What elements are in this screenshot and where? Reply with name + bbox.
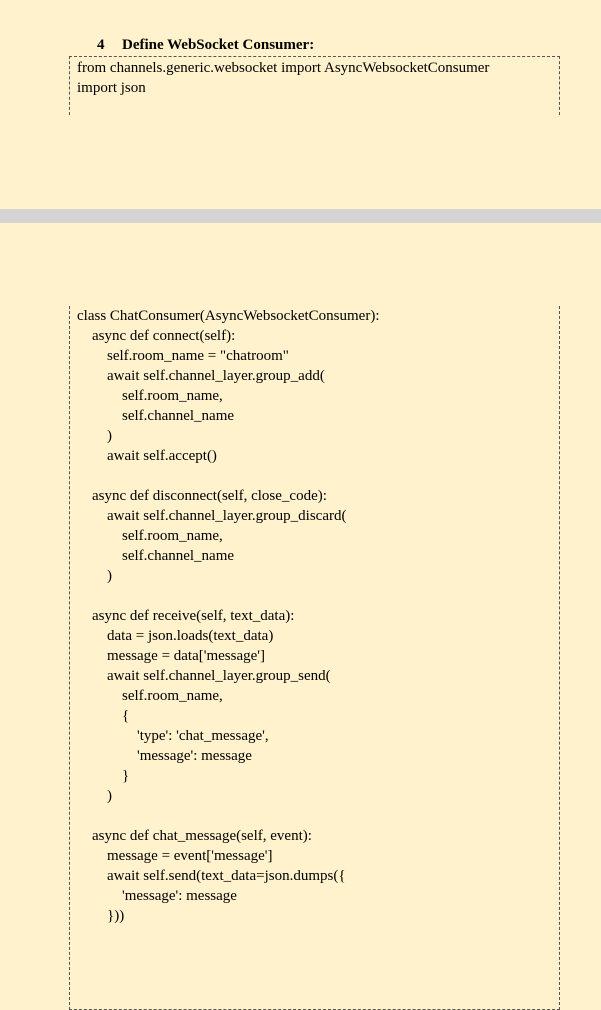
code-line: await self.send(text_data=json.dumps({ <box>77 868 346 884</box>
code-line: ) <box>77 568 112 584</box>
code-line <box>77 466 559 486</box>
page-1 <box>0 0 601 209</box>
code-line <box>77 806 559 826</box>
code-line: 'type': 'chat_message', <box>77 728 269 744</box>
code-line: })) <box>77 908 125 924</box>
code-line: async def receive(self, text_data): <box>77 608 295 624</box>
code-line: async def chat_message(self, event): <box>77 828 312 844</box>
code-line: self.room_name, <box>77 528 223 544</box>
code-line: ) <box>77 428 112 444</box>
code-line: self.room_name, <box>77 388 223 404</box>
code-line: message = data['message'] <box>77 648 265 664</box>
code-line: await self.channel_layer.group_add( <box>77 368 325 384</box>
code-line: import json <box>77 80 146 96</box>
code-line: from channels.generic.websocket import AsyncWebsocketConsumer <box>77 60 490 76</box>
code-block-imports <box>69 56 560 115</box>
code-lines <box>77 57 559 98</box>
page-separator <box>0 209 601 223</box>
code-line: message = event['message'] <box>77 848 273 864</box>
code-line: data = json.loads(text_data) <box>77 628 274 644</box>
code-line: self.room_name, <box>77 688 223 704</box>
code-line: await self.channel_layer.group_send( <box>77 668 331 684</box>
section-number: 4 <box>97 37 105 53</box>
section-heading <box>97 36 314 54</box>
code-line: await self.accept() <box>77 448 217 464</box>
code-line: self.channel_name <box>77 548 235 564</box>
code-line: async def connect(self): <box>77 328 236 344</box>
code-line: class ChatConsumer(AsyncWebsocketConsumer): <box>77 308 380 324</box>
code-lines <box>77 306 559 926</box>
code-line: 'message': message <box>77 748 252 764</box>
code-line: await self.channel_layer.group_discard( <box>77 508 347 524</box>
code-line: } <box>77 768 130 784</box>
code-block-consumer <box>69 306 560 1010</box>
code-line: async def disconnect(self, close_code): <box>77 488 327 504</box>
code-line: ) <box>77 788 112 804</box>
code-line <box>77 586 559 606</box>
code-line: { <box>77 708 130 724</box>
section-title: Define WebSocket Consumer: <box>122 37 315 53</box>
code-line: self.channel_name <box>77 408 235 424</box>
code-line: 'message': message <box>77 888 237 904</box>
code-line: self.room_name = "chatroom" <box>77 348 289 364</box>
